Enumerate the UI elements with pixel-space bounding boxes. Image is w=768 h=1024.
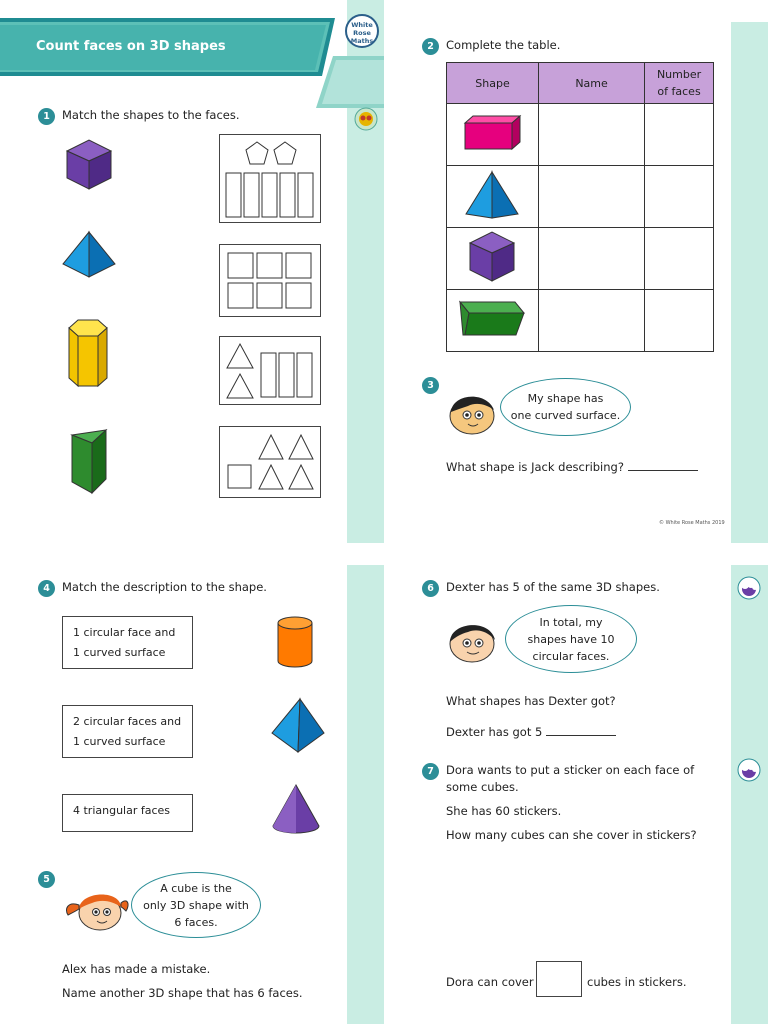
side-stripe-bottom-left [347,565,384,1024]
page-title: Count faces on 3D shapes [36,39,226,54]
triangular-pyramid-shape [447,170,537,220]
cylinder-shape [276,615,314,669]
table-row [447,290,714,352]
bubble-line: one curved surface. [510,409,621,422]
faces-card-square-pyramid[interactable] [219,426,321,498]
description-line: 1 circular face and [73,626,176,639]
table-header-faces: Number of faces [645,63,714,104]
bubble-line: only 3D shape with [143,898,249,912]
trapezoidal-prism-shape [447,299,537,339]
jack-avatar [446,390,498,436]
q7-line1: Dora wants to put a sticker on each face of [446,763,695,777]
triangular-prism-shape [68,427,110,495]
answer-line[interactable] [546,725,616,736]
bubble-line: A cube is the [160,881,232,895]
table-row [447,166,714,228]
q7-answer-suffix: cubes in stickers. [587,975,687,989]
bubble-line: 6 faces. [174,915,218,929]
table-cell-faces[interactable] [645,166,714,228]
q6-answer-prefix: Dexter has got 5 [446,725,543,739]
q7-line2: some cubes. [446,780,519,794]
description-card[interactable] [62,705,193,758]
table-row [447,104,714,166]
answer-line[interactable] [628,460,698,471]
description-line: 1 curved surface [73,735,166,748]
table-cell-shape [447,104,539,166]
bubble-line: shapes have 10 [527,632,615,646]
description-card[interactable] [62,616,193,669]
q7-line4: How many cubes can she cover in stickers? [446,828,697,842]
table-cell-faces[interactable] [645,104,714,166]
copyright: © White Rose Maths 2019 [659,520,725,526]
cone-shape [270,782,322,836]
question-number-5: 5 [38,871,55,888]
table-cell-name[interactable] [538,104,644,166]
owl-icon [354,107,378,131]
shapes-table [446,62,714,352]
q6-question: What shapes has Dexter got? [446,694,616,708]
table-cell-shape [447,166,539,228]
description-line: 4 triangular faces [73,804,171,817]
square-pyramid-shape [60,230,118,280]
table-cell-name[interactable] [538,290,644,352]
alex-avatar [62,885,130,935]
table-cell-shape [447,228,539,290]
table-header-shape: Shape [447,63,539,104]
bubble-line: In total, my [539,615,603,629]
q3-question [446,460,698,474]
q7-line3: She has 60 stickers. [446,804,562,818]
cube-shape [64,139,114,191]
faces-card-triangular-prism[interactable] [219,336,321,405]
header-banner [0,0,384,110]
jack-speech-bubble [500,378,631,436]
table-cell-name[interactable] [538,166,644,228]
white-rose-logo: White Rose Maths [345,14,379,48]
question-number-4: 4 [38,580,55,597]
table-cell-faces[interactable] [645,228,714,290]
q5-line2: Name another 3D shape that has 6 faces. [62,986,303,1000]
cuboid-shape [447,113,537,153]
table-cell-faces[interactable] [645,290,714,352]
q4-prompt: Match the description to the shape. [62,580,267,594]
side-stripe-top-right [731,22,768,543]
cube-shape [447,231,537,283]
question-number-2: 2 [422,38,439,55]
table-cell-name[interactable] [538,228,644,290]
question-number-6: 6 [422,580,439,597]
table-row [447,228,714,290]
faces-card-pentagonal[interactable] [219,134,321,223]
cloud-icon [736,758,762,782]
faces-card-squares[interactable] [219,244,321,317]
q1-prompt: Match the shapes to the faces. [62,108,240,122]
dexter-avatar [446,618,498,664]
answer-box[interactable] [536,961,582,997]
bubble-line: My shape has [527,392,604,405]
q7-answer-prefix: Dora can cover [446,975,534,989]
q2-prompt: Complete the table. [446,38,561,52]
description-card[interactable] [62,794,193,832]
question-number-7: 7 [422,763,439,780]
description-line: 2 circular faces and [73,715,182,728]
side-stripe-bottom-right [731,565,768,1024]
q6-prompt: Dexter has 5 of the same 3D shapes. [446,580,660,594]
q5-line1: Alex has made a mistake. [62,962,211,976]
hexagonal-prism-shape [66,318,110,390]
q3-question-text: What shape is Jack describing? [446,460,624,474]
table-header-name: Name [538,63,644,104]
triangular-pyramid-shape [270,697,326,755]
cloud-icon [736,576,762,600]
description-line: 1 curved surface [73,646,166,659]
table-cell-shape [447,290,539,352]
alex-speech-bubble [131,872,261,938]
bubble-line: circular faces. [532,649,610,663]
dexter-speech-bubble [505,605,637,673]
question-number-1: 1 [38,108,55,125]
q6-answer [446,725,616,739]
question-number-3: 3 [422,377,439,394]
